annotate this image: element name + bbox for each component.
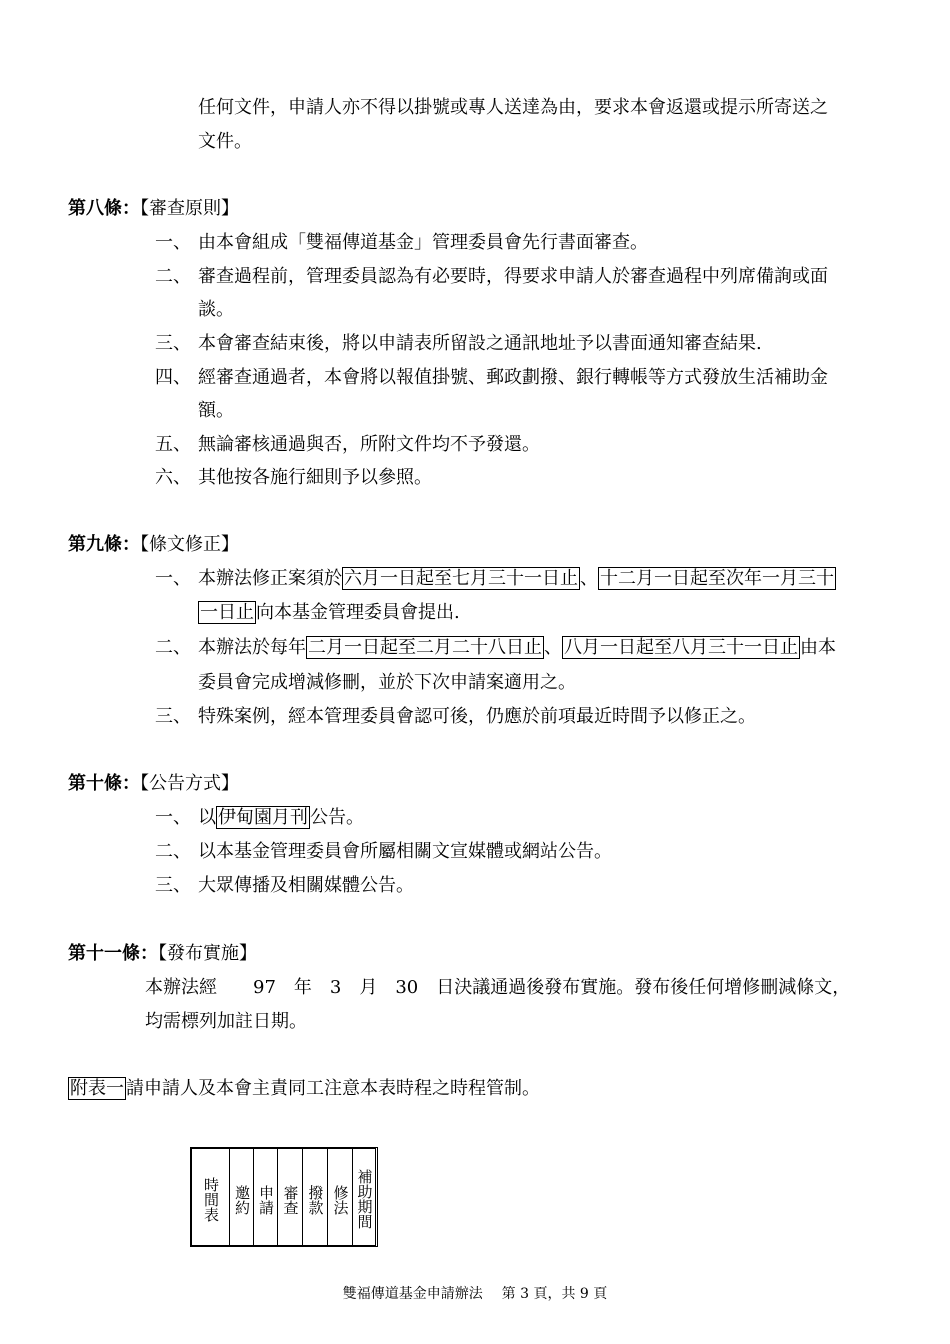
table-column-payment: [303, 1149, 328, 1245]
art10-item-3-text: 大眾傳播及相關媒體公告。: [198, 875, 414, 896]
table-column-apply: [254, 1149, 278, 1245]
table-column-subsidy-period: [353, 1149, 375, 1245]
month-label: 月: [359, 977, 378, 998]
footer-doc-title: 雙福傳道基金申請辦法: [342, 1286, 483, 1302]
date-range-box: 八月一日起至八月三十一日止: [564, 637, 798, 658]
art8-item-2-number: 二、: [155, 266, 191, 287]
art9-item-1-text: [198, 567, 836, 591]
art8-item-5-number: 五、: [155, 434, 191, 455]
art10-item-1-text-a: 以: [198, 807, 216, 828]
table-column-amend: [328, 1149, 353, 1245]
schedule-table: [190, 1147, 378, 1247]
art10-item-3-number: 三、: [155, 875, 191, 896]
art8-item-4-text: 經審查通過者，本會將以報值掛號、郵政劃撥、銀行轉帳等方式發放生活補助金: [198, 367, 828, 388]
page-footer: [0, 1285, 950, 1303]
column-label: 申請: [257, 1185, 275, 1215]
article-10-number: 第十條：: [68, 773, 140, 794]
art10-item-1-text-c: 公告。: [310, 807, 364, 828]
column-label: 審查: [281, 1185, 300, 1215]
column-label: 補助期間: [355, 1169, 374, 1229]
article-8-heading: [68, 197, 239, 221]
table-column-schedule: [192, 1149, 230, 1245]
art9-item-3-text: 特殊案例，經本管理委員會認可後，仍應於前項最近時間予以修正之。: [198, 706, 756, 727]
art9-item-2-text-a: 本辦法於每年: [198, 637, 306, 658]
article-9-title: 【條文修正】: [140, 534, 239, 555]
date-range-box: 一日止: [200, 602, 254, 623]
art9-item-1-text-f: 向本基金管理委員會提出.: [256, 602, 460, 623]
date-range-box: 十二月一日起至次年一月三十: [600, 568, 834, 589]
art8-item-1-number: 一、: [155, 232, 191, 253]
year-label: 年: [293, 977, 312, 998]
art9-item-2-number: 二、: [155, 637, 191, 658]
article-8-number: 第八條：: [68, 198, 140, 219]
footer-page-post: 頁: [593, 1286, 608, 1302]
art11-text-post: 日決議通過後發布實施。發布後任何增修刪減條文，: [436, 977, 851, 998]
art8-item-3-number: 三、: [155, 333, 191, 354]
art8-item-5-text: 無論審核通過與否，所附文件均不予發還。: [198, 434, 540, 455]
decision-day: 30: [395, 977, 419, 998]
art9-item-1-text-cont: [198, 601, 460, 625]
art9-item-2-text: [198, 636, 836, 660]
column-label: 邀約: [233, 1185, 251, 1215]
art9-item-2-text-cont: 委員會完成增減修刪，並於下次申請案適用之。: [198, 672, 576, 693]
intro-line-2: 文件。: [198, 131, 252, 152]
total-page-count: 9: [579, 1286, 589, 1302]
art8-item-4-text-cont: 額。: [198, 400, 234, 421]
appendix-text: 請申請人及本會主責同工注意本表時程之時程管制。: [126, 1078, 540, 1099]
art8-item-6-number: 六、: [155, 467, 191, 488]
appendix-note: [68, 1077, 540, 1101]
art8-item-4-number: 四、: [155, 367, 191, 388]
art9-item-1-number: 一、: [155, 568, 191, 589]
art8-item-3-text: 本會審查結束後，將以申請表所留設之通訊地址予以書面通知審查結果.: [198, 333, 762, 354]
decision-year: 97: [253, 977, 276, 998]
separator: 、: [544, 637, 562, 658]
current-page-number: 3: [520, 1286, 529, 1302]
publication-box: 伊甸園月刊: [218, 807, 308, 828]
footer-page-pre: 第: [501, 1286, 516, 1302]
column-label: 時間表: [202, 1177, 220, 1222]
art10-item-2-number: 二、: [155, 841, 191, 862]
column-label: 撥款: [306, 1185, 325, 1215]
decision-month: 3: [329, 977, 342, 998]
art10-item-1-number: 一、: [155, 807, 191, 828]
table-column-review: [278, 1149, 303, 1245]
art11-text-pre: 本辦法經: [145, 977, 217, 998]
footer-page-mid: 頁，共: [533, 1286, 576, 1302]
art10-item-2-text: 以本基金管理委員會所屬相關文宣媒體或網站公告。: [198, 841, 612, 862]
article-11-title: 【發布實施】: [158, 943, 257, 964]
article-10-heading: [68, 772, 239, 796]
art11-paragraph-line-1: [145, 976, 850, 1000]
art8-item-2-text: 審查過程前，管理委員認為有必要時，得要求申請人於審查過程中列席備詢或面: [198, 266, 828, 287]
art10-item-1-text: [198, 806, 364, 830]
appendix-label: 附表一: [70, 1078, 124, 1099]
date-range-box: 二月一日起至二月二十八日止: [308, 637, 542, 658]
art8-item-1-text: 由本會組成「雙福傳道基金」管理委員會先行書面審查。: [198, 232, 648, 253]
article-9-number: 第九條：: [68, 534, 140, 555]
art8-item-6-text: 其他按各施行細則予以參照。: [198, 467, 432, 488]
date-range-box: 六月一日起至七月三十一日止: [344, 568, 578, 589]
art9-item-3-number: 三、: [155, 706, 191, 727]
column-label: 修法: [331, 1185, 350, 1215]
art11-paragraph-line-2: 均需標列加註日期。: [145, 1011, 307, 1032]
article-11-number: 第十一條：: [68, 943, 158, 964]
article-8-title: 【審查原則】: [140, 198, 239, 219]
art8-item-2-text-cont: 談。: [198, 299, 234, 320]
art9-item-1-text-a: 本辦法修正案須於: [198, 568, 342, 589]
article-11-heading: [68, 942, 257, 966]
art9-item-2-text-e: 由本: [800, 637, 836, 658]
article-9-heading: [68, 533, 239, 557]
separator: 、: [580, 568, 598, 589]
table-column-invite: [230, 1149, 254, 1245]
intro-line-1: 任何文件，申請人亦不得以掛號或專人送達為由，要求本會返還或提示所寄送之: [198, 97, 828, 118]
article-10-title: 【公告方式】: [140, 773, 239, 794]
